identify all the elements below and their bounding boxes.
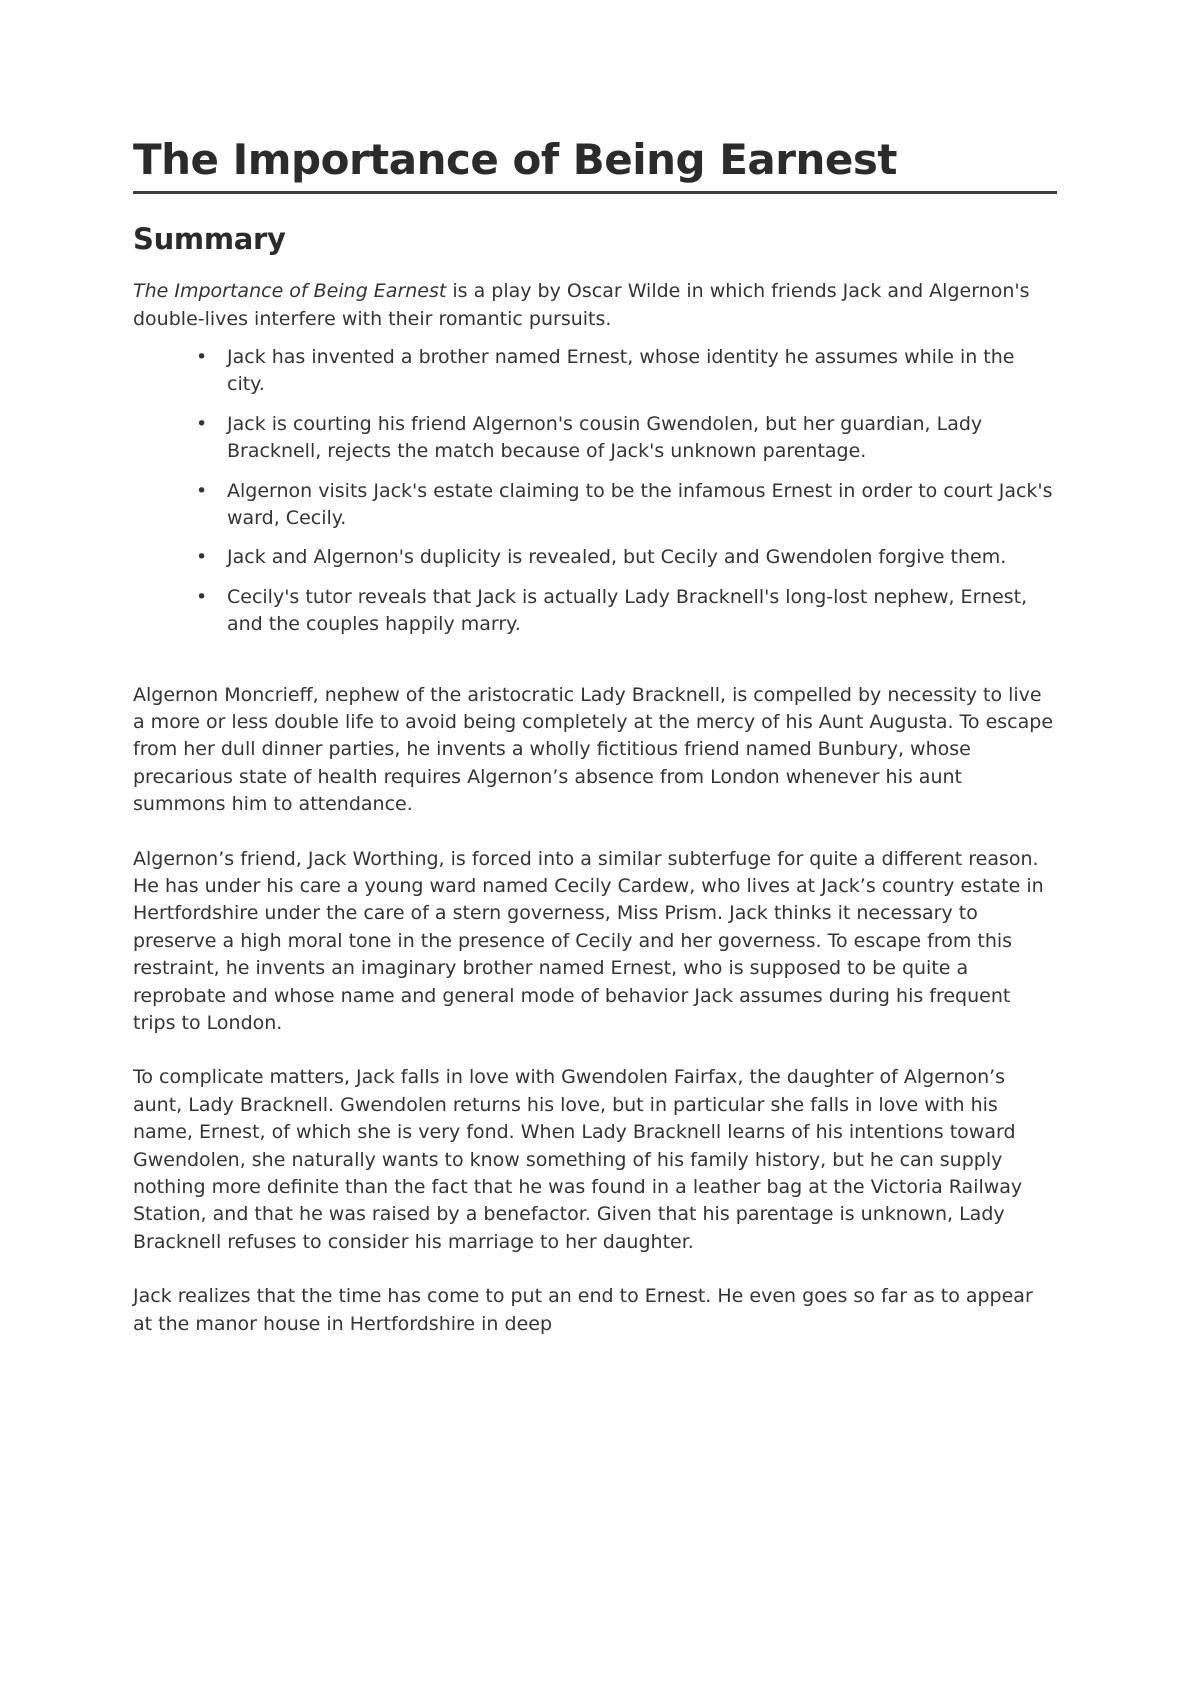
summary-bullet-list xyxy=(133,344,1057,639)
list-item-algernon-visits-estate: • Algernon visits Jack's estate claiming to be the infamous Ernest in order to court Jack's ward, Cecily. xyxy=(227,478,1057,533)
intro-paragraph xyxy=(133,278,1057,333)
body-paragraph-algernon-moncrieff: Algernon Moncrieff, nephew of the aristocratic Lady Bracknell, is compelled by necessity to live a more or less double life to avoid being completely at the mercy of his Aunt Augusta. To escape from her dull dinner parties, he invents a wholly fictitious friend named Bunbury, whose precarious state of health requires Algernon’s absence from London whenever his aunt summons him to attendance. xyxy=(133,683,1054,816)
body-paragraph-jack-realizes: Jack realizes that the time has come to put an end to Ernest. He even goes so far as to appear at the manor house in Hertfordshire in deep xyxy=(133,1285,1033,1335)
body-paragraph-complications: To complicate matters, Jack falls in love with Gwendolen Fairfax, the daughter of Algernon’s aunt, Lady Bracknell. Gwendolen returns his love, but in particular she falls in love with his name, Ernest, of which she is very fond. When Lady Bracknell learns of his intentions toward Gwendolen, she naturally wants to know something of his family history, but he can supply nothing more definite than the fact that he was found in a leather bag at the Victoria Railway Station, and that he was raised by a benefactor. Given that his parentage is unknown, Lady Bracknell refuses to consider his marriage to her daughter. xyxy=(133,1066,1023,1253)
list-item-ernest-identity: • Jack has invented a brother named Ernest, whose identity he assumes while in the city. xyxy=(227,344,1057,399)
section-heading-summary: Summary xyxy=(133,222,286,257)
intro-paragraph-text: is a play by Oscar Wilde in which friends Jack and Algernon's double-lives interfere with their romantic pursuits. xyxy=(133,280,1030,330)
play-title-italic: The Importance of Being Earnest xyxy=(133,280,447,303)
list-item-courting-gwendolen: • Jack is courting his friend Algernon's cousin Gwendolen, but her guardian, Lady Bracknell, rejects the match because of Jack's unknown parentage. xyxy=(227,411,1057,466)
body-paragraph-jack-worthing: Algernon’s friend, Jack Worthing, is forced into a similar subterfuge for quite a different reason. He has under his care a young ward named Cecily Cardew, who lives at Jack’s country estate in Hertfordshire under the care of a stern governess, Miss Prism. Jack thinks it necessary to preserve a high moral tone in the presence of Cecily and her governess. To escape from this restraint, he invents an imaginary brother named Ernest, who is supposed to be quite a reprobate and whose name and general mode of behavior Jack assumes during his frequent trips to London. xyxy=(133,847,1044,1035)
list-item-duplicity-revealed: • Jack and Algernon's duplicity is revealed, but Cecily and Gwendolen forgive them. xyxy=(227,544,1057,571)
list-item-tutor-reveals: • Cecily's tutor reveals that Jack is actually Lady Bracknell's long-lost nephew, Ernest, and the couples happily marry. xyxy=(227,584,1057,639)
document-title: The Importance of Being Earnest xyxy=(133,138,1057,194)
